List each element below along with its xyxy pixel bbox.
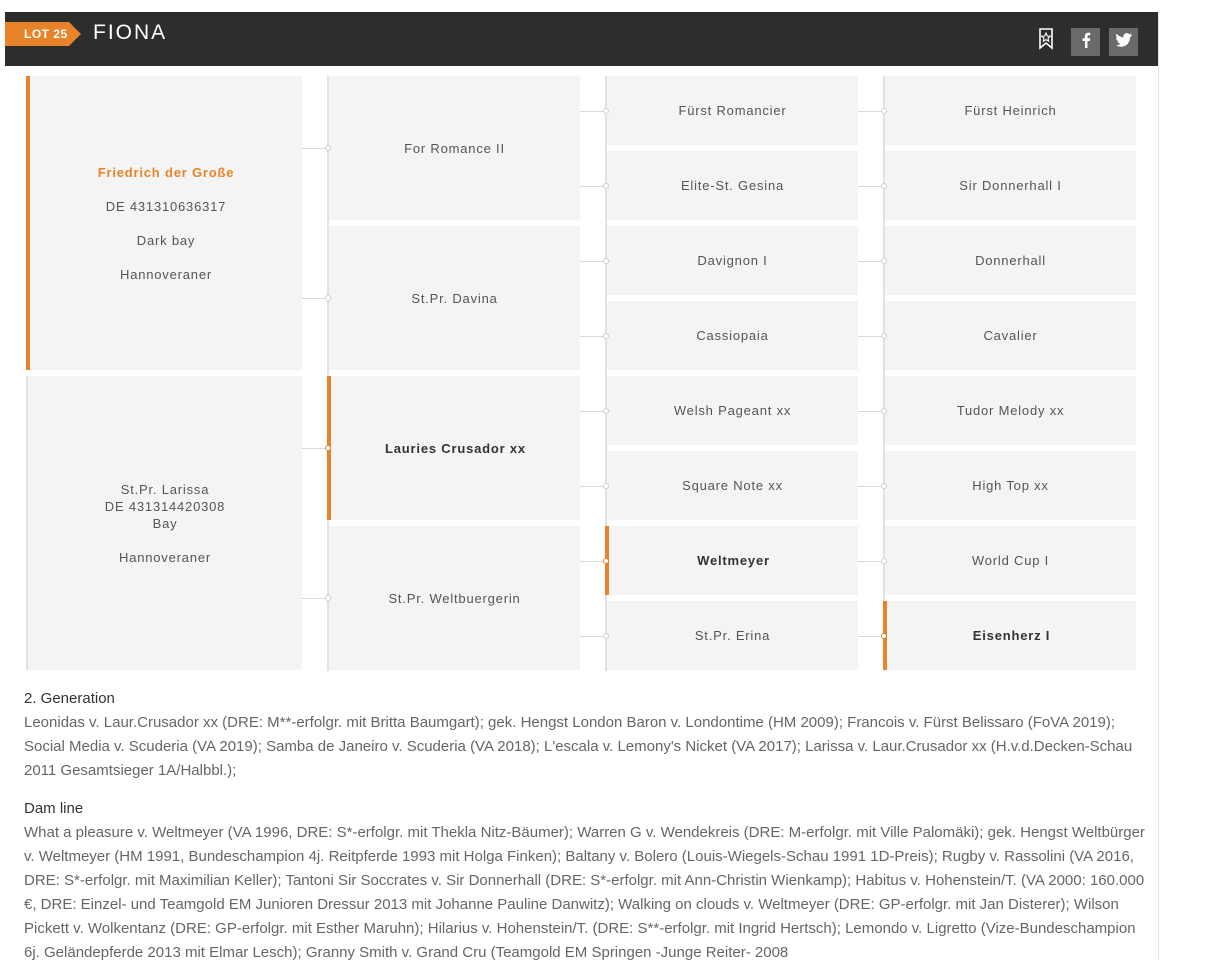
connector-line (857, 561, 884, 562)
connector-line (857, 261, 884, 262)
generation2-title: 2. Generation (24, 690, 115, 707)
sire-registration: DE 431310636317 (105, 198, 227, 214)
pedigree-gen3-cell[interactable]: Fürst Romancier (607, 76, 858, 145)
connector-dot (603, 408, 609, 414)
connector-dot (603, 258, 609, 264)
pedigree-gen4-cell[interactable]: Tudor Melody xx (885, 376, 1136, 445)
connector-line (857, 486, 884, 487)
pedigree-gen3-cell[interactable]: Weltmeyer (605, 526, 858, 595)
pedigree-gen4-cell[interactable]: World Cup I (885, 526, 1136, 595)
twitter-icon (1116, 33, 1132, 52)
connector-line (579, 486, 606, 487)
connector-dot (881, 408, 887, 414)
dam-name: St.Pr. Larissa (120, 481, 210, 497)
connector-line (579, 561, 606, 562)
damline-section (24, 797, 1149, 965)
connector-line (579, 186, 606, 187)
connector-dot (603, 633, 609, 639)
pedigree-gen4-cell[interactable]: Donnerhall (885, 226, 1136, 295)
connector-dot (325, 445, 331, 451)
twitter-share-button[interactable] (1109, 28, 1138, 56)
sire-breed: Hannoveraner (120, 266, 212, 282)
connector-dot (881, 633, 887, 639)
connector-line (857, 186, 884, 187)
dam-coat-color: Bay (152, 515, 178, 531)
connector-dot (881, 483, 887, 489)
pedigree-gen2-cell[interactable]: Lauries Crusador xx (327, 376, 580, 520)
connector-dot (603, 183, 609, 189)
connector-dot (881, 333, 887, 339)
horse-name-title: FIONA (93, 21, 168, 44)
pedigree-gen2-cell[interactable]: St.Pr. Weltbuergerin (329, 526, 580, 670)
pedigree-gen2-cell[interactable]: For Romance II (329, 76, 580, 220)
connector-line (579, 111, 606, 112)
connector-dot (603, 108, 609, 114)
dam-registration: DE 431314420308 (104, 498, 226, 514)
connector-line (857, 636, 884, 637)
connector-line (857, 111, 884, 112)
lot-badge: LOT 25 (5, 22, 69, 46)
pedigree-gen3-cell[interactable]: St.Pr. Erina (607, 601, 858, 670)
connector-dot (325, 595, 331, 601)
dam-breed: Hannoveraner (119, 549, 211, 565)
pedigree-gen4-cell[interactable]: Fürst Heinrich (885, 76, 1136, 145)
connector-line (579, 636, 606, 637)
connector-dot (603, 483, 609, 489)
bookmark-star-icon[interactable] (1036, 28, 1056, 50)
connector-dot (881, 108, 887, 114)
pedigree-gen3-cell[interactable]: Cassiopaia (607, 301, 858, 370)
generation2-body: Leonidas v. Laur.Crusador xx (DRE: M**-erfolgr. mit Britta Baumgart); gek. Hengst London Baron v. Londontime (HM 2009); Francois v. Fürst Belissaro (FoVA 2019); Social Media v. Scuderia (VA 2019); Samba de Janeiro v. Scuderia (VA 2018); L'escala v. Lemony's Nicket (VA 2017); Larissa v. Laur.Crusador xx (H.v.d.Decken-Schau 2011 Gesamtsieger 1A/Halbbl.); (24, 714, 1133, 779)
facebook-share-button[interactable] (1071, 28, 1100, 56)
connector-line (579, 411, 606, 412)
connector-dot (881, 258, 887, 264)
pedigree-gen3-cell[interactable]: Square Note xx (607, 451, 858, 520)
connector-dot (881, 558, 887, 564)
connector-dot (603, 558, 609, 564)
damline-body: What a pleasure v. Weltmeyer (VA 1996, DRE: S*-erfolgr. mit Thekla Nitz-Bäumer); Warren G v. Wendekreis (DRE: M-erfolgr. mit Ville Palomäki); gek. Hengst Weltbürger v. Weltmeyer (HM 1991, Bundeschampion 4j. Reitpferde 1993 mit Holga Finken); Baltany v. Bolero (Louis-Wiegels-Schau 1991 1D-Preis); Rugby v. Rassolini (VA 2016, DRE: S*-erfolgr. mit Maximilian Keller); Tantoni Sir Soccrates v. Sir Donnerhall (DRE: S*-erfolgr. mit Ann-Christin Wienkamp); Habitus v. Hohenstein/T. (VA 2000: 160.000 €, DRE: Einzel- und Teamgold EM Junioren Dressur 2013 mit Johanne Pauline Danwitz); Walking on clouds v. Weltmeyer (DRE: GP-erfolgr. mit Jan Disterer); Wilson Pickett v. Wolkentanz (DRE: GP-erfolgr. mit Esther Maruhn); Hilarius v. Hohenstein/T. (DRE: S**-erfolgr. mit Ingrid Hertsch); Lemondo v. Ligretto (Vize-Bundeschampion 6j. Geländepferde 2013 mit Elmar Lesch); Granny Smith v. Grand Cru (Teamgold EM Springen -Junge Reiter- 2008 (24, 824, 1145, 961)
connector-dot (881, 183, 887, 189)
dam-card[interactable] (26, 376, 302, 670)
facebook-icon (1081, 32, 1091, 53)
connector-line (857, 336, 884, 337)
sire-name: Friedrich der Große (97, 164, 235, 180)
pedigree-gen4-cell[interactable]: High Top xx (885, 451, 1136, 520)
lot-header (5, 12, 1158, 66)
connector-line (857, 411, 884, 412)
sire-coat-color: Dark bay (136, 232, 196, 248)
connector-dot (603, 333, 609, 339)
connector-line (579, 336, 606, 337)
sire-card[interactable] (26, 76, 302, 370)
pedigree-gen3-cell[interactable]: Davignon I (607, 226, 858, 295)
pedigree-gen4-cell[interactable]: Eisenherz I (883, 601, 1136, 670)
pedigree-gen3-cell[interactable]: Welsh Pageant xx (607, 376, 858, 445)
connector-dot (325, 145, 331, 151)
pedigree-gen2-cell[interactable]: St.Pr. Davina (329, 226, 580, 370)
connector-dot (325, 295, 331, 301)
pedigree-gen3-cell[interactable]: Elite-St. Gesina (607, 151, 858, 220)
damline-title: Dam line (24, 800, 84, 817)
connector-line (579, 261, 606, 262)
pedigree-gen4-cell[interactable]: Sir Donnerhall I (885, 151, 1136, 220)
pedigree-gen4-cell[interactable]: Cavalier (885, 301, 1136, 370)
generation2-section (24, 687, 1149, 783)
lot-page (5, 12, 1158, 961)
